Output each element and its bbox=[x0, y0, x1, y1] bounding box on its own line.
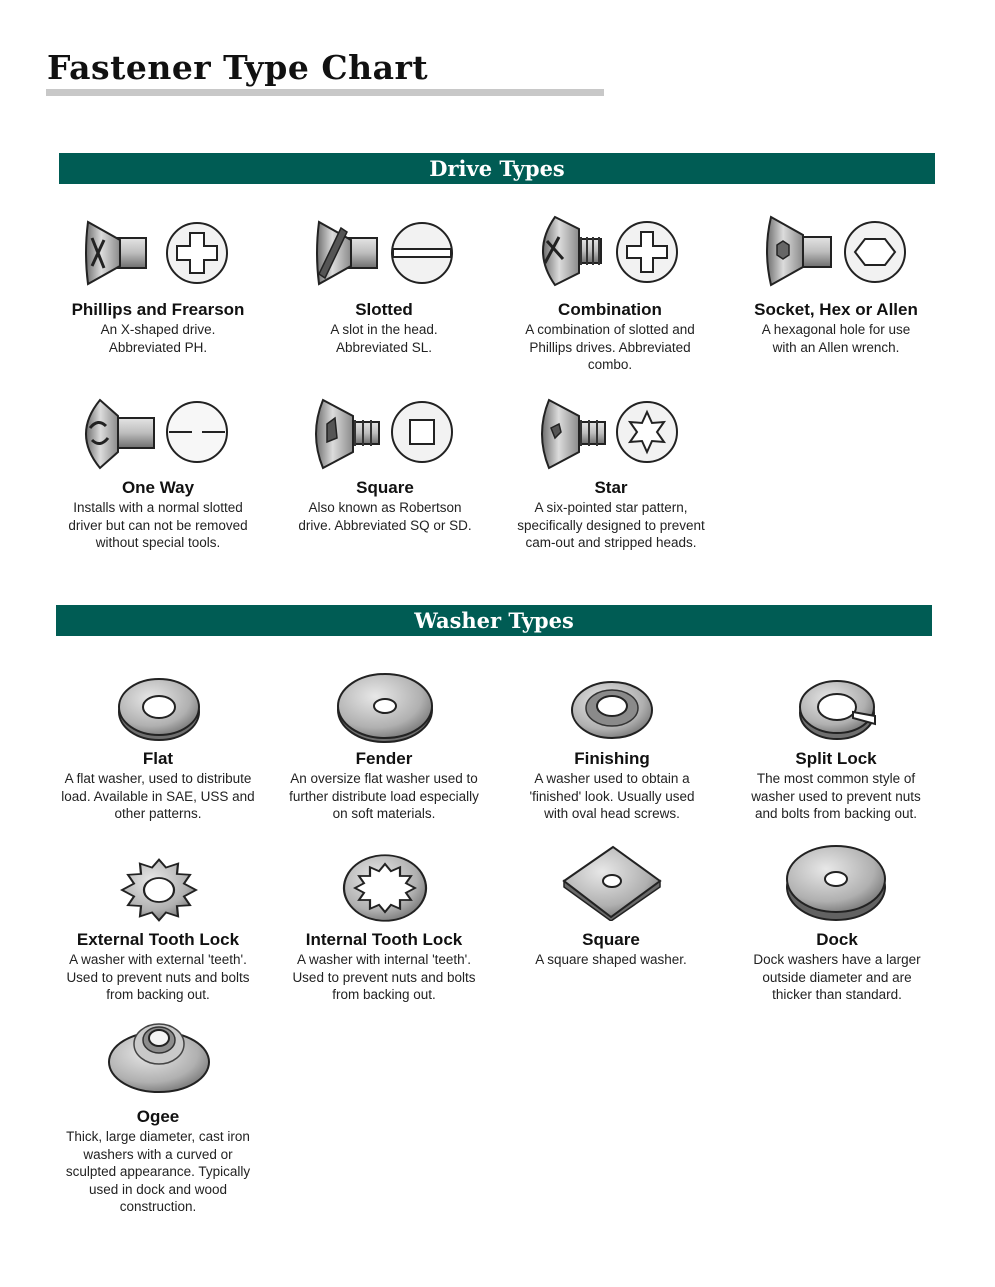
washer-type-name: Square bbox=[582, 930, 640, 949]
washer-type-card-flat bbox=[52, 749, 264, 823]
drive-type-name: Square bbox=[356, 478, 414, 497]
fender-washer-icon bbox=[334, 670, 436, 746]
drive-types-banner: Drive Types bbox=[59, 153, 935, 184]
drive-type-name: One Way bbox=[121, 478, 195, 497]
external-tooth-lock-washer-icon bbox=[118, 855, 200, 925]
drive-type-name: Slotted bbox=[355, 300, 413, 319]
washer-type-name: Ogee bbox=[136, 1107, 180, 1126]
drive-type-name: Socket, Hex or Allen bbox=[754, 300, 918, 319]
washer-type-name: Fender bbox=[355, 749, 413, 768]
washer-type-name: Finishing bbox=[574, 749, 650, 768]
dock-washer-icon bbox=[783, 843, 889, 923]
washer-types-banner: Washer Types bbox=[56, 605, 932, 636]
washer-type-card-square bbox=[505, 930, 717, 969]
washer-type-card-finishing bbox=[506, 749, 718, 823]
washer-type-description: A flat washer, used to distribute load. Available in SAE, USS and other patterns. bbox=[61, 771, 255, 821]
washer-type-card-dock bbox=[731, 930, 943, 1004]
phillips-drive-icon bbox=[82, 218, 232, 288]
washer-type-card-split-lock bbox=[730, 749, 942, 823]
one-way-drive-icon bbox=[82, 398, 232, 470]
drive-type-description: A combination of slotted and Phillips drives. Abbreviated combo. bbox=[525, 322, 695, 372]
drive-type-card-square bbox=[279, 478, 491, 534]
washer-type-name: Dock bbox=[816, 930, 858, 949]
drive-type-card-hex-socket bbox=[730, 300, 942, 356]
drive-type-card-combination bbox=[504, 300, 716, 374]
washer-type-description: A washer used to obtain a 'finished' look. Usually used with oval head screws. bbox=[529, 771, 695, 821]
title-rule bbox=[46, 89, 604, 96]
ogee-washer-icon bbox=[106, 1018, 212, 1096]
washer-type-description: Thick, large diameter, cast iron washers with a curved or sculpted appearance. Typically used in dock and wood construction. bbox=[65, 1129, 251, 1214]
washer-type-description: A washer with internal 'teeth'. Used to prevent nuts and bolts from backing out. bbox=[292, 952, 476, 1002]
drive-type-name: Star bbox=[594, 478, 628, 497]
drive-type-name: Combination bbox=[558, 300, 662, 319]
drive-type-card-star bbox=[505, 478, 717, 552]
washer-type-name: Flat bbox=[142, 749, 174, 768]
flat-washer-icon bbox=[114, 674, 204, 744]
drive-type-name: Phillips and Frearson bbox=[71, 300, 245, 319]
washer-type-card-internal-tooth-lock bbox=[278, 930, 490, 1004]
page-title: Fastener Type Chart bbox=[47, 48, 429, 87]
washer-type-description: Dock washers have a larger outside diameter and are thicker than standard. bbox=[753, 952, 921, 1002]
drive-type-description: Installs with a normal slotted driver but can not be removed without special tools. bbox=[68, 500, 248, 550]
slotted-drive-icon bbox=[313, 218, 463, 288]
washer-type-name: External Tooth Lock bbox=[76, 930, 240, 949]
drive-type-card-slotted bbox=[278, 300, 490, 356]
square-washer-icon bbox=[561, 845, 663, 921]
internal-tooth-lock-washer-icon bbox=[341, 852, 429, 924]
drive-type-description: A six-pointed star pattern, specifically designed to prevent cam-out and stripped heads. bbox=[517, 500, 705, 550]
finishing-washer-icon bbox=[568, 678, 656, 742]
hex-socket-drive-icon bbox=[763, 215, 913, 287]
washer-type-name: Split Lock bbox=[795, 749, 877, 768]
drive-type-description: An X-shaped drive. Abbreviated PH. bbox=[100, 322, 216, 355]
washer-type-card-external-tooth-lock bbox=[52, 930, 264, 1004]
washer-type-description: A washer with external 'teeth'. Used to prevent nuts and bolts from backing out. bbox=[66, 952, 250, 1002]
split-lock-washer-icon bbox=[795, 676, 879, 742]
washer-type-description: An oversize flat washer used to further distribute load especially on soft materials. bbox=[289, 771, 479, 821]
drive-type-card-one-way bbox=[52, 478, 264, 552]
washer-type-card-ogee bbox=[52, 1107, 264, 1216]
square-drive-icon bbox=[313, 398, 463, 470]
drive-type-description: A slot in the head. Abbreviated SL. bbox=[330, 322, 438, 355]
washer-type-name: Internal Tooth Lock bbox=[305, 930, 463, 949]
washer-type-description: The most common style of washer used to prevent nuts and bolts from backing out. bbox=[751, 771, 921, 821]
drive-type-description: Also known as Robertson drive. Abbreviated SQ or SD. bbox=[298, 500, 472, 533]
combination-drive-icon bbox=[537, 215, 687, 287]
star-drive-icon bbox=[539, 398, 689, 470]
drive-type-description: A hexagonal hole for use with an Allen wrench. bbox=[761, 322, 911, 355]
drive-type-card-phillips bbox=[52, 300, 264, 356]
washer-type-description: A square shaped washer. bbox=[535, 952, 687, 967]
washer-type-card-fender bbox=[278, 749, 490, 823]
